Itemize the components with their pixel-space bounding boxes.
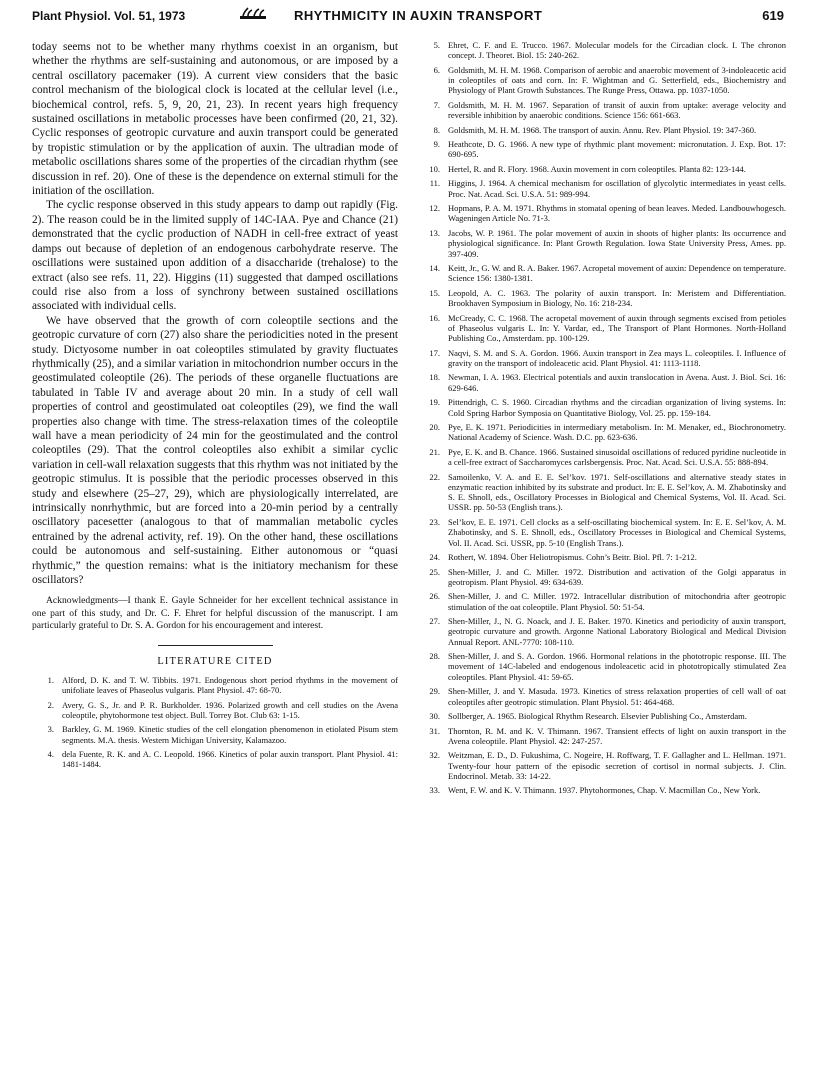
reference-number: 30. <box>429 711 440 722</box>
reference-text: Newman, I. A. 1963. Electrical potentials and auxin translocation in Avena. Aust. J. Biol. Sci. 16: 629-646. <box>448 372 786 393</box>
reference-item <box>418 750 786 781</box>
reference-text: dela Fuente, R. K. and A. C. Leopold. 1966. Kinetics of polar auxin transport. Plant Physiol. 41: 1481-1484. <box>62 748 398 770</box>
reference-item <box>418 651 786 682</box>
reference-item <box>418 711 786 721</box>
reference-number: 31. <box>429 725 440 736</box>
reference-item <box>418 228 786 259</box>
running-title: RHYTHMICITY IN AUXIN TRANSPORT <box>294 8 543 23</box>
reference-item <box>418 203 786 224</box>
reference-number: 33. <box>429 785 440 796</box>
page-number: 619 <box>762 8 784 23</box>
reference-item <box>418 164 786 174</box>
reference-text: Hopmans, P. A. M. 1971. Rhythms in stomatal opening of bean leaves. Meded. Landbouwhogesch. Wageningen Article No. 71-3. <box>448 203 786 224</box>
reference-text: Goldsmith, M. H. M. 1968. The transport of auxin. Annu. Rev. Plant Physiol. 19: 347-360. <box>448 124 757 135</box>
reference-text: Shen-Miller, J. and C. Miller. 1972. Intracellular distribution of mitochondria after geotropic stimulation of the oat coleoptile. Plant Physiol. 50: 51-54. <box>448 591 786 612</box>
reference-item <box>418 40 786 61</box>
acknowledgments: Acknowledgments—I thank E. Gayle Schneider for her excellent technical assistance in one part of this study, and Dr. C. F. Ehret for helpful discussion of the manuscript. I am particularly grateful to Dr. S. A. Gordon for his encouragement and interest. <box>32 595 398 631</box>
page-header <box>32 4 784 28</box>
right-column <box>418 40 786 800</box>
reference-text: Samoilenko, V. A. and E. E. Sel’kov. 1971. Self-oscillations and alternative steady states in enzymatic reaction inhibited by its substrate and product. In: E. E. Sel’kov, A. M. Zhabotinsky and S. E. Shnoll, eds., Oscillatory Processes in Biological and Chemical Systems, Vol. II. Acad. Sci. USSR. pp. 50-53 (English trans.). <box>448 471 786 513</box>
reference-item <box>418 263 786 284</box>
reference-text: Avery, G. S., Jr. and P. R. Burkholder. 1936. Polarized growth and cell studies on the Avena coleoptile, phytohormone test object. Bull. Torrey Bot. Club 63: 1-15. <box>62 699 398 720</box>
reference-number: 25. <box>429 566 440 577</box>
reference-item <box>418 686 786 707</box>
reference-number: 32. <box>429 750 440 761</box>
body-paragraph: today seems not to be whether many rhythms coexist in an organism, but whether the rhythms are self-sustaining and autonomous, or are imposed by a central oscillatory pacemaker (19). A current view considers that the basic control mechanism of the biological clock is located at the cellular level (i.e., biochemical control, refs. 5, 9, 20, 21, 23). In recent years high frequency sustained oscillations in metabolic processes have been confirmed (20, 21, 32). Cyclic responses of geotropic curvature and auxin transport could be generated by tropistic stimulation or by the application of auxin. The ultradian mode of metabolic oscillations shares some of the properties of the circadian rhythm (see discussion in ref. 20). One of these is the dependence on external stimuli for the initiation of the oscillation. <box>32 41 398 198</box>
reference-item <box>418 397 786 418</box>
reference-number: 26. <box>429 591 440 602</box>
reference-text: Shen-Miller, J. and C. Miller. 1972. Distribution and activation of the Golgi apparatus in geotropism. Plant Physiol. 49: 634-639. <box>448 566 786 587</box>
reference-list-left <box>32 675 398 769</box>
reference-text: Barkley, G. M. 1969. Kinetic studies of the cell elongation phenomenon in etiolated Pisum stem segments. M.A. thesis. Western Michigan University, Kalamazoo. <box>62 724 398 745</box>
reference-number: 10. <box>429 163 440 174</box>
reference-text: McCready, C. C. 1968. The acropetal movement of auxin through segments excised from petioles of Phaseolus vulgaris L. In: Y. Vardar, ed., The Transport of Plant Hormones. North-Holland Publishing Co., Amsterdam. pp. 100-129. <box>448 312 786 344</box>
reference-number: 17. <box>429 347 440 358</box>
literature-heading: LITERATURE CITED <box>157 656 273 668</box>
reference-text: Keitt, Jr., G. W. and R. A. Baker. 1967. Acropetal movement of auxin: Dependence on temperature. Science 156: 1380-1381. <box>448 263 786 284</box>
reference-item <box>418 125 786 135</box>
reference-text: Rothert, W. 1894. Über Heliotropismus. Cohn’s Beitr. Biol. Pfl. 7: 1-212. <box>448 552 697 563</box>
reference-text: Thornton, R. M. and K. V. Thimann. 1967. Transient effects of light on auxin transport in the Avena coleoptile. Plant Physiol. 42: 247-257. <box>448 725 786 746</box>
reference-text: Pittendrigh, C. S. 1960. Circadian rhythms and the circadian organization of living systems. In: Cold Spring Harbor Symposia on Quantitative Biology, Vol. 25. pp. 159-184. <box>448 397 786 418</box>
reference-number: 21. <box>429 446 440 457</box>
divider <box>158 645 273 646</box>
reference-text: Heathcote, D. G. 1966. A new type of rhythmic plant movement: micronutation. J. Exp. Bot. 17: 690-695. <box>448 139 786 160</box>
reference-item <box>418 288 786 309</box>
reference-text: Sel’kov, E. E. 1971. Cell clocks as a self-oscillating biochemical system. In: E. E. Sel’kov, A. M. Zhabotinsky, and S. E. Shnoll, eds., Oscillatory Processes in Biological and Chemical Systems, Vol. II. Acad. Sci. USSR, pp. 5-10 (English Trans.). <box>448 516 786 548</box>
reference-item <box>418 616 786 647</box>
reference-number: 28. <box>429 651 440 662</box>
reference-item <box>418 517 786 548</box>
reference-text: Sollberger, A. 1965. Biological Rhythm Research. Elsevier Publishing Co., Amsterdam. <box>448 711 747 722</box>
reference-number: 27. <box>429 616 440 627</box>
reference-item <box>418 726 786 747</box>
reference-item <box>418 422 786 443</box>
reference-number: 12. <box>429 203 440 214</box>
reference-number: 1. <box>47 675 54 686</box>
reference-item <box>418 65 786 96</box>
reference-text: Jacobs, W. P. 1961. The polar movement of auxin in shoots of higher plants: Its occurrence and physiological significance. In: Plant Growth Regulation. Iowa State University Press, Ames. pp. 397-409. <box>448 227 786 259</box>
body-paragraph: We have observed that the growth of corn coleoptile sections and the geotropic curvature of corn (27) also share the periodicities noted in the present study. Dictyosome number in oat coleoptiles stimulated by gravity fluctuates rhythmically (25), and a similar variation in mitochondrion number occurs in the geostimulated coleoptile (26). The periods of these organelle fluctuations are tabulated in Table IV and average about 20 min. In a study of cell wall properties of control and geostimulated oat coleoptiles (29), we find the wall properties also change with time. The stress-relaxation times of the coleoptile wall have a mean periodicity of 24 min for the geostimulated and the control coleoptiles (29). That the control coleoptiles also exhibit a similar cyclic variation in cell-wall relaxation suggests that this rhythm was not initiated by the geotropic stimulus. It is possible that the periodic processes observed in this study and elsewhere (25–27, 29), which are physiologically interrelated, are intrinsically nonrhythmic, but are forced into a 20-min period by a centrally oscillatory pacesetter (analogous to that of mammalian metabolic cycles entrained by the adrenal activity, ref. 19). On the other hand, these oscillations could be autonomous and self-sustaining. Either autonomous or “quasi rhythmic,” the question remains: what is the initiatory mechanism for these oscillators? <box>32 314 398 587</box>
reference-number: 2. <box>47 699 54 710</box>
reference-number: 16. <box>429 312 440 323</box>
reference-number: 23. <box>429 516 440 527</box>
reference-item <box>418 313 786 344</box>
reference-item <box>418 348 786 369</box>
reference-number: 15. <box>429 287 440 298</box>
reference-item <box>32 724 398 745</box>
plant-logo-icon <box>239 6 267 20</box>
reference-text: Leopold, A. C. 1963. The polarity of auxin transport. In: Meristem and Differentiation. Brookhaven Symposium in Biology, No. 16: 218-234. <box>448 287 786 309</box>
reference-number: 4. <box>47 748 54 759</box>
reference-item <box>418 178 786 199</box>
reference-text: Higgins, J. 1964. A chemical mechanism for oscillation of glycolytic intermediates in yeast cells. Proc. Nat. Acad. Sci. U.S.A. 51: 989-994. <box>448 178 786 199</box>
reference-item <box>32 675 398 696</box>
reference-number: 5. <box>433 40 440 50</box>
reference-text: Hertel, R. and R. Flory. 1968. Auxin movement in corn coleoptiles. Planta 82: 123-144. <box>448 163 746 174</box>
reference-text: Naqvi, S. M. and S. A. Gordon. 1966. Auxin transport in Zea mays L. coleoptiles. I. Influence of gravity on the transport of indoleacetic acid. Plant Physiol. 41: 1113-1118. <box>448 347 786 368</box>
reference-item <box>418 372 786 393</box>
reference-item <box>418 552 786 562</box>
reference-number: 29. <box>429 686 440 697</box>
reference-item <box>418 139 786 160</box>
reference-number: 8. <box>433 124 440 135</box>
reference-text: Ehret, C. F. and E. Trucco. 1967. Molecular models for the Circadian clock. I. The chronon concept. J. Theoret. Biol. 15: 240-262. <box>448 40 786 61</box>
reference-number: 19. <box>429 397 440 408</box>
body-paragraph: The cyclic response observed in this study appears to damp out rapidly (Fig. 2). The reason could be in the limited supply of 14C-IAA. Pye and Chance (21) demonstrated that the cyclic production of NADH in cell-free extract of yeast damps out because of depletion of an endogenous carbohydrate reserve. The oscillations were sustained upon addition of a disaccharide (trehalose) to the extract (also see refs. 11, 22). Higgins (11) suggested that damped oscillations could rise also from a loss of synchrony between sustained oscillations associated with individual cells. <box>32 199 398 313</box>
reference-text: Alford, D. K. and T. W. Tibbits. 1971. Endogenous short period rhythms in the movement of unifoliate leaves of Phaseolus vulgaris. Plant Physiol. 47: 68-70. <box>62 675 398 696</box>
reference-number: 7. <box>433 99 440 110</box>
reference-item <box>418 472 786 513</box>
reference-item <box>418 447 786 468</box>
reference-text: Weitzman, E. D., D. Fukushima, C. Nogeire, H. Roffwarg, T. F. Gallagher and L. Hellman. 1971. Twenty-four hour pattern of the episodic secretion of cortisol in normal subjects. J. Clin. Endocrinol. Metab. 33: 14-22. <box>448 750 786 781</box>
reference-text: Goldsmith, M. H. M. 1967. Separation of transit of auxin from uptake: average velocity and reversible inhibition by anaerobic conditions. Science 156: 661-663. <box>448 99 786 121</box>
reference-number: 24. <box>429 552 440 563</box>
reference-number: 14. <box>429 263 440 274</box>
left-column <box>32 40 398 773</box>
reference-item <box>32 700 398 721</box>
reference-item <box>418 567 786 588</box>
reference-number: 11. <box>429 178 440 189</box>
reference-text: Goldsmith, M. H. M. 1968. Comparison of aerobic and anaerobic movement of 3-indoleacetic acid in coleoptiles of oats and corn. In: F. Wightman and G. Setterfield, eds., Biochemistry and Physiology of Plant Growth Substances. The Runge Press, Ottawa. pp. 1037-1050. <box>448 64 786 96</box>
reference-text: Pye, E. K. 1971. Periodicities in intermediary metabolism. In: M. Menaker, ed., Biochronometry. National Academy of Science. Wash. D.C. pp. 623-636. <box>448 422 786 443</box>
reference-item <box>418 100 786 121</box>
reference-item <box>418 785 786 795</box>
reference-number: 20. <box>429 422 440 433</box>
reference-text: Shen-Miller, J. and S. A. Gordon. 1966. Hormonal relations in the phototropic response. III. The movement of 14C-labeled and endogenous indoleacetic acid in phototropically stimulated Zea coleoptiles. Plant Physiol. 41: 59-65. <box>448 651 786 682</box>
reference-text: Shen-Miller, J. and Y. Masuda. 1973. Kinetics of stress relaxation properties of cell wall of oat coleoptiles after geotropic stimulation. Plant Physiol. 51: 464-468. <box>448 686 786 707</box>
reference-text: Shen-Miller, J., N. G. Noack, and J. E. Baker. 1970. Kinetics and periodicity of auxin transport, geotropic curvature and growth. Argonne National Laboratory Biological and Medical Division Annual Report. ANL-7770: 108-110. <box>448 616 786 647</box>
reference-number: 6. <box>433 64 440 75</box>
reference-number: 18. <box>429 372 440 383</box>
reference-number: 3. <box>47 724 54 735</box>
reference-item <box>32 749 398 770</box>
reference-number: 22. <box>429 471 440 482</box>
reference-number: 13. <box>429 227 440 238</box>
reference-text: Went, F. W. and K. V. Thimann. 1937. Phytohormones, Chap. V. Macmillan Co., New York. <box>448 785 761 796</box>
reference-item <box>418 591 786 612</box>
reference-list-right <box>418 40 786 796</box>
reference-text: Pye, E. K. and B. Chance. 1966. Sustained sinusoidal oscillations of reduced pyridine nucleotide in a cell-free extract of Saccharomyces carlsbergensis. Proc. Nat. Acad. Sci. U.S.A. 55: 888-894. <box>448 446 786 468</box>
reference-number: 9. <box>433 139 440 150</box>
journal-citation: Plant Physiol. Vol. 51, 1973 <box>32 9 186 23</box>
